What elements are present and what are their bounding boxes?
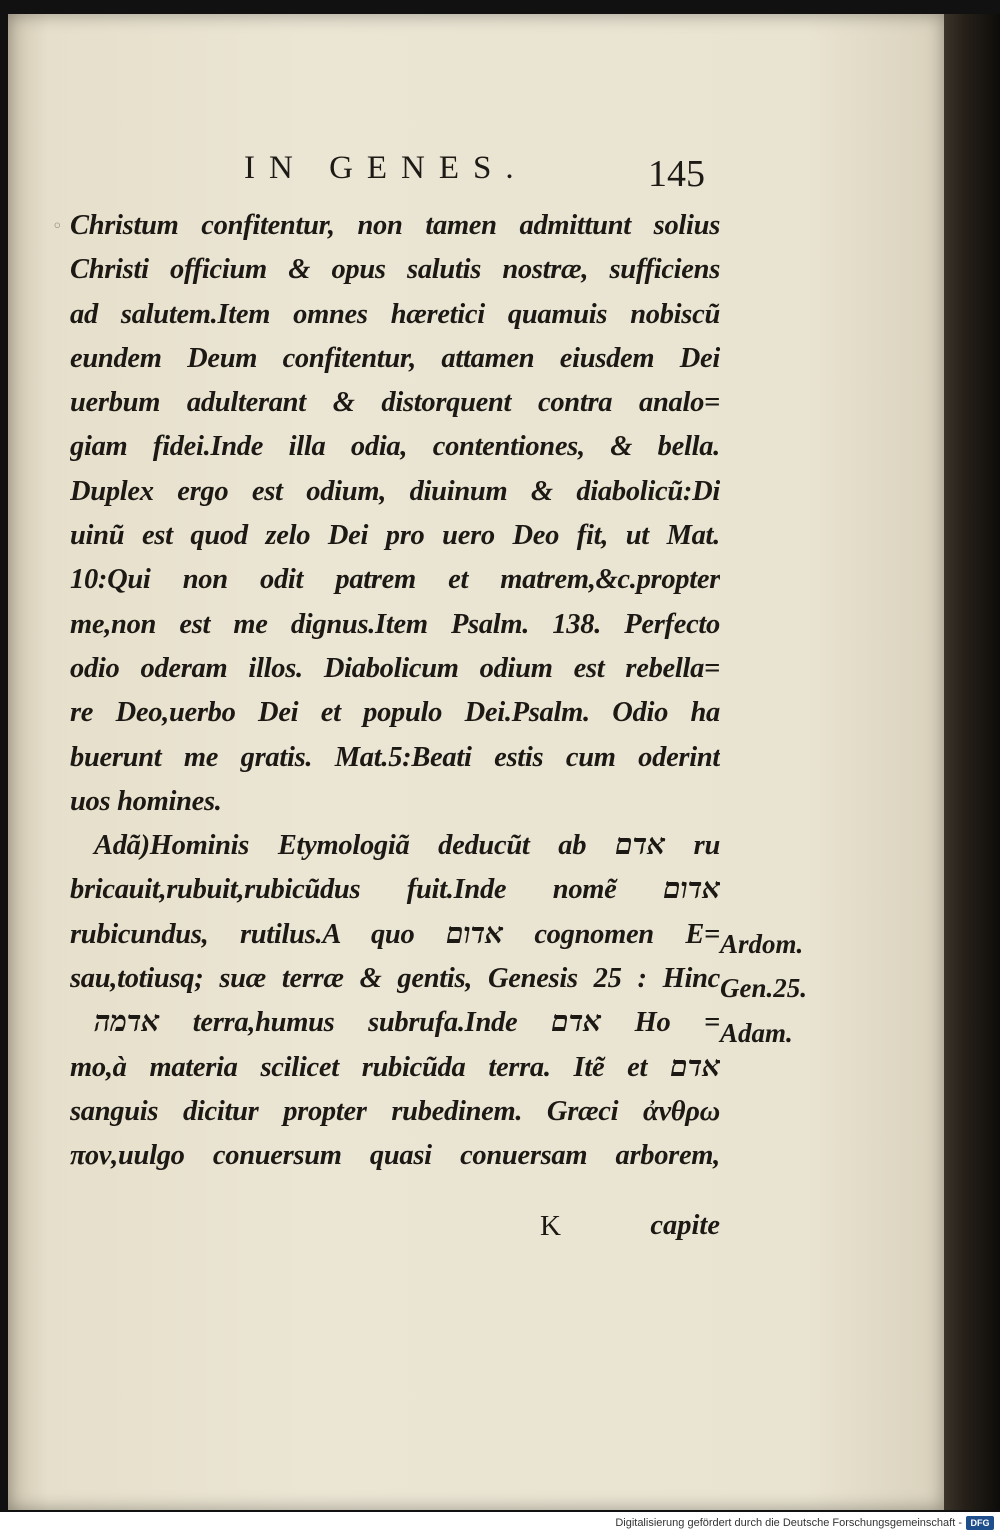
- margin-note: Adam.: [720, 1017, 793, 1048]
- catchline: [70, 1210, 720, 1254]
- text-line: πον,uulgo conuersum quasi conuersam arborem,: [70, 1140, 720, 1172]
- footer-credit: Digitalisierung gefördert durch die Deutsche Forschungsgemeinschaft -: [615, 1517, 962, 1529]
- margin-note: Ardom.: [720, 929, 804, 959]
- text-line: giam fidei.Inde illa odia, contentiones, & bella.: [70, 431, 720, 463]
- text-line: bricauit,rubuit,rubicũdus fuit.Inde nomẽ אדום: [70, 874, 720, 906]
- book-page: [8, 14, 944, 1510]
- dfg-logo: DFG: [966, 1516, 994, 1530]
- running-head: IN GENES.: [244, 150, 528, 186]
- page-number: 145: [648, 153, 705, 195]
- text-line: sau,totiusq; suæ terræ & gentis, Genesis 25 : Hinc: [70, 963, 720, 995]
- text-line: eundem Deum confitentur, attamen eiusdem Dei: [70, 342, 720, 374]
- text-line: Christum confitentur, non tamen admittunt solius: [70, 210, 720, 241]
- margin-notes: [720, 922, 840, 1055]
- catchword: capite: [650, 1210, 720, 1241]
- text-line: re Deo,uerbo Dei et populo Dei.Psalm. Odio ha: [70, 697, 720, 729]
- footer-bar: [0, 1512, 1000, 1537]
- body-text: [70, 204, 720, 1179]
- margin-mark: ◦: [52, 216, 63, 237]
- text-line: sanguis dicitur propter rubedinem. Græci ἀνθρω: [70, 1095, 720, 1127]
- text-line: buerunt me gratis. Mat.5:Beati estis cum oderint: [70, 741, 720, 773]
- text-line: ad salutem.Item omnes hæretici quamuis nobiscũ: [70, 298, 720, 330]
- text-line: Christi officium & opus salutis nostræ, sufficiens: [70, 254, 720, 286]
- text-line: 10:Qui non odit patrem et matrem,&c.propter: [70, 564, 720, 596]
- text-line: uinũ est quod zelo Dei pro uero Deo fit, ut Mat.: [70, 520, 720, 552]
- text-line: odio oderam illos. Diabolicum odium est rebella=: [70, 652, 720, 684]
- margin-note: Gen.25.: [720, 973, 807, 1004]
- text-line: Duplex ergo est odium, diuinum & diabolicũ:Di: [70, 475, 720, 507]
- signature-mark: K: [540, 1210, 561, 1242]
- text-line: Adã)Hominis Etymologiã deducũt ab אדם ru: [94, 830, 720, 862]
- text-line: אדמה terra,humus subrufa.Inde אדם Ho =: [94, 1007, 720, 1039]
- text-line: me,non est me dignus.Item Psalm. 138. Perfecto: [70, 608, 720, 640]
- text-line: uos homines.: [70, 785, 222, 817]
- book-spine: [944, 14, 1000, 1510]
- text-line: rubicundus, rutilus.A quo אדום cognomen E=: [70, 918, 720, 950]
- text-line: uerbum adulterant & distorquent contra analo=: [70, 387, 720, 419]
- page-header: [8, 150, 944, 200]
- text-line: mo,à materia scilicet rubicũda terra. Itẽ et אדם: [70, 1051, 720, 1083]
